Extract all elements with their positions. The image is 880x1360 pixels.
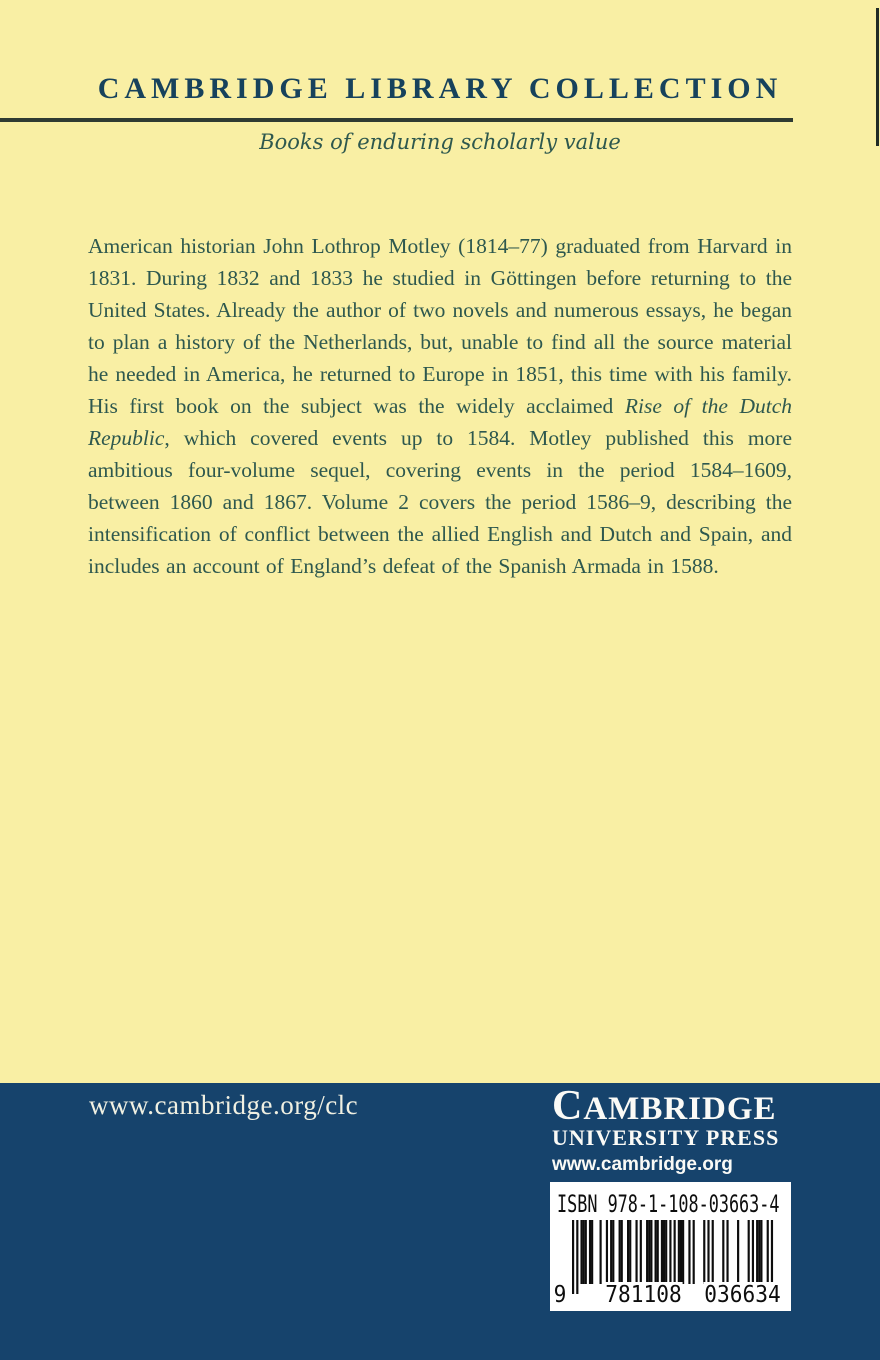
publisher-subtitle: UNIVERSITY PRESS	[552, 1125, 780, 1150]
publisher-wordmark-rest: AMBRIDGE	[583, 1091, 777, 1127]
description-text-1: American historian John Lothrop Motley (1814–77) graduated from Harvard in 1831. During 1832 and 1833 he studied in Göttingen before returning to the United States. Already the author of two novels and numerous essays, he began to plan a history of the Netherlands, but, unable to find all the source material he needed in America, he returned to Europe in 1851, this time with his family. His first book on the subject was the widely acclaimed	[88, 234, 792, 418]
barcode-box	[550, 1182, 791, 1311]
collection-tagline: Books of enduring scholarly value	[259, 130, 621, 154]
barcode-digits-left: 781108	[605, 1282, 682, 1308]
publisher-wordmark-initial: C	[552, 1083, 584, 1129]
book-title-italic: Rise of the Dutch Republic	[88, 394, 792, 450]
barcode-digits-right: 036634	[704, 1282, 781, 1308]
isbn-label: ISBN 978-1-108-03663-4	[557, 1190, 780, 1218]
description-text-2: , which covered events up to 1584. Motley published this more ambitious four-volume sequel, covering events in the period 1584–1609, between 1860 and 1867. Volume 2 covers the period 1586–9, describing the intensification of conflict between the allied English and Dutch and Spain, and includes an account of England’s defeat of the Spanish Armada in 1588.	[88, 426, 792, 578]
collection-title: CAMBRIDGE LIBRARY COLLECTION	[97, 72, 783, 105]
collection-url: www.cambridge.org/clc	[89, 1090, 359, 1120]
publisher-wordmark	[552, 1083, 779, 1129]
footer-band	[0, 1083, 880, 1360]
divider-rule	[0, 118, 793, 122]
publisher-url: www.cambridge.org	[552, 1154, 733, 1175]
publisher-logo	[552, 1083, 780, 1175]
book-description	[88, 230, 792, 582]
barcode-digit-first: 9	[553, 1282, 567, 1308]
